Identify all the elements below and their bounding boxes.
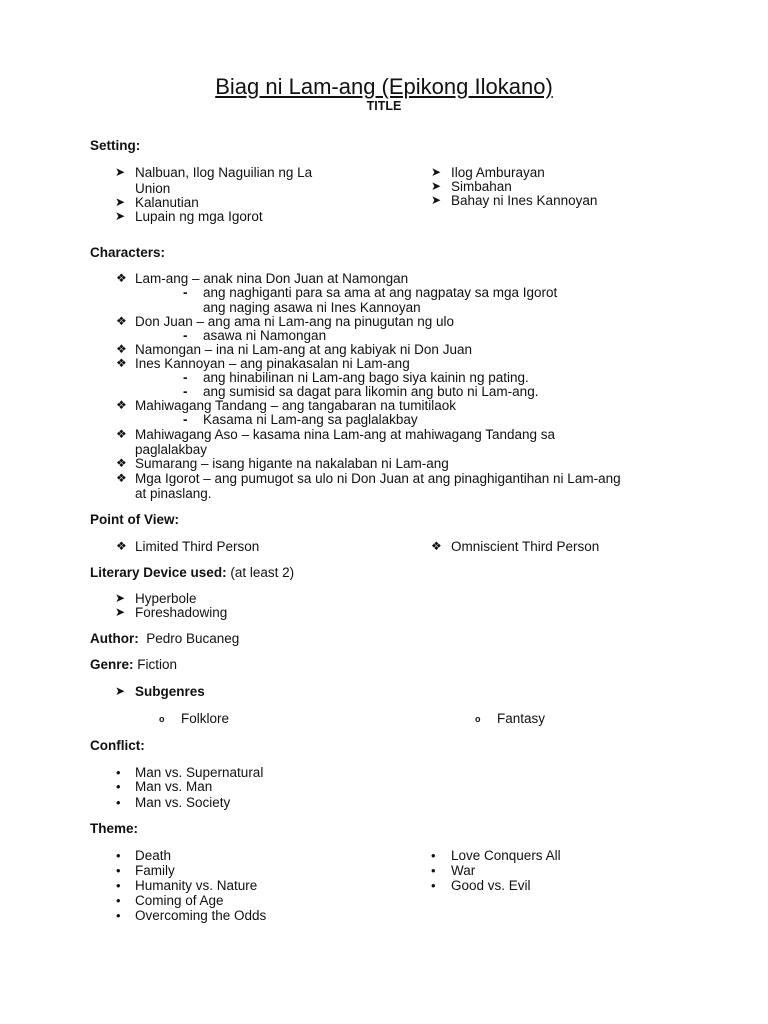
conflict-item: Man vs. Man xyxy=(135,779,213,794)
diamond-bullet-icon: ❖ xyxy=(116,356,127,370)
bullet-icon: • xyxy=(116,765,121,780)
character-line: Sumarang – isang higante na nakalaban ni Lam-ang xyxy=(135,456,449,471)
literary-item: Foreshadowing xyxy=(135,605,228,620)
diamond-bullet-icon: ❖ xyxy=(116,271,127,285)
theme-item: Good vs. Evil xyxy=(451,878,531,893)
circle-bullet-icon: o xyxy=(159,714,165,724)
arrow-bullet-icon: ➤ xyxy=(431,179,442,193)
setting-item: Nalbuan, Ilog Naguilian ng La xyxy=(135,165,313,180)
literary-heading: Literary Device used: xyxy=(90,565,227,580)
arrow-bullet-icon: ➤ xyxy=(115,209,126,223)
author-heading: Author: xyxy=(90,631,139,646)
genre-heading: Genre: xyxy=(90,657,134,672)
literary-item: Hyperbole xyxy=(135,591,197,606)
character-line: Mahiwagang Tandang – ang tangabaran na tumitilaok xyxy=(135,398,456,413)
character-line-cont: at pinaslang. xyxy=(135,486,212,501)
character-detail: Kasama ni Lam-ang sa paglalakbay xyxy=(203,412,418,427)
setting-item: Lupain ng mga Igorot xyxy=(135,209,263,224)
setting-item: Simbahan xyxy=(451,179,512,194)
diamond-bullet-icon: ❖ xyxy=(431,539,442,553)
page-subtitle: TITLE xyxy=(366,99,402,113)
bullet-icon: • xyxy=(431,863,436,878)
conflict-item: Man vs. Supernatural xyxy=(135,765,264,780)
character-detail: ang sumisid sa dagat para likomin ang buto ni Lam-ang. xyxy=(203,384,539,399)
bullet-icon: • xyxy=(431,848,436,863)
bullet-icon: • xyxy=(116,908,121,923)
diamond-bullet-icon: ❖ xyxy=(116,539,127,553)
author-line xyxy=(90,631,239,646)
character-detail: ang naghiganti para sa ama at ang nagpatay sa mga Igorot xyxy=(203,285,558,300)
page-title: Biag ni Lam-ang (Epikong Ilokano) xyxy=(215,74,553,99)
arrow-bullet-icon: ➤ xyxy=(431,193,442,207)
theme-item: Family xyxy=(135,863,175,878)
subgenre-item: Fantasy xyxy=(497,711,546,726)
character-detail: asawa ni Namongan xyxy=(203,328,327,343)
pov-item: Omniscient Third Person xyxy=(451,539,600,554)
arrow-bullet-icon: ➤ xyxy=(115,591,126,605)
pov-item: Limited Third Person xyxy=(135,539,260,554)
dash-bullet: - xyxy=(183,285,188,300)
character-line: Mahiwagang Aso – kasama nina Lam-ang at mahiwagang Tandang sa xyxy=(135,427,556,442)
dash-bullet: - xyxy=(183,370,188,385)
literary-note: (at least 2) xyxy=(230,565,295,580)
character-line: Namongan – ina ni Lam-ang at ang kabiyak ni Don Juan xyxy=(135,342,472,357)
subgenres-heading: Subgenres xyxy=(135,684,205,699)
characters-heading: Characters: xyxy=(90,245,166,260)
theme-item: Overcoming the Odds xyxy=(135,908,267,923)
genre-line xyxy=(90,657,177,672)
theme-item: Death xyxy=(135,848,172,863)
bullet-icon: • xyxy=(116,795,121,810)
arrow-bullet-icon: ➤ xyxy=(115,605,126,619)
bullet-icon: • xyxy=(116,863,121,878)
dash-bullet: - xyxy=(183,384,188,399)
circle-bullet-icon: o xyxy=(475,714,481,724)
setting-item: Union xyxy=(135,181,171,196)
author-value: Pedro Bucaneg xyxy=(146,631,240,646)
bullet-icon: • xyxy=(116,878,121,893)
theme-heading: Theme: xyxy=(90,821,139,836)
character-line: Ines Kannoyan – ang pinakasalan ni Lam-ang xyxy=(135,356,410,371)
bullet-icon: • xyxy=(116,893,121,908)
setting-item: Ilog Amburayan xyxy=(451,165,545,180)
theme-item: Humanity vs. Nature xyxy=(135,878,258,893)
setting-item: Bahay ni Ines Kannoyan xyxy=(451,193,598,208)
literary-heading-line xyxy=(90,565,294,580)
character-line: Lam-ang – anak nina Don Juan at Namongan xyxy=(135,271,409,286)
diamond-bullet-icon: ❖ xyxy=(116,314,127,328)
arrow-bullet-icon: ➤ xyxy=(115,195,126,209)
theme-item: Coming of Age xyxy=(135,893,224,908)
theme-item: War xyxy=(451,863,476,878)
arrow-bullet-icon: ➤ xyxy=(431,165,442,179)
setting-heading: Setting: xyxy=(90,138,141,153)
diamond-bullet-icon: ❖ xyxy=(116,456,127,470)
bullet-icon: • xyxy=(116,779,121,794)
diamond-bullet-icon: ❖ xyxy=(116,342,127,356)
dash-bullet: - xyxy=(183,412,188,427)
conflict-item: Man vs. Society xyxy=(135,795,231,810)
arrow-bullet-icon: ➤ xyxy=(115,684,126,698)
character-line: Don Juan – ang ama ni Lam-ang na pinugutan ng ulo xyxy=(135,314,454,329)
pov-heading: Point of View: xyxy=(90,512,180,527)
bullet-icon: • xyxy=(116,848,121,863)
dash-bullet: - xyxy=(183,328,188,343)
diamond-bullet-icon: ❖ xyxy=(116,427,127,441)
character-line: Mga Igorot – ang pumugot sa ulo ni Don Juan at ang pinaghigantihan ni Lam-ang xyxy=(135,471,621,486)
bullet-icon: • xyxy=(431,878,436,893)
subgenre-item: Folklore xyxy=(181,711,230,726)
genre-value: Fiction xyxy=(137,657,178,672)
diamond-bullet-icon: ❖ xyxy=(116,471,127,485)
conflict-heading: Conflict: xyxy=(90,738,145,753)
character-detail: ang naging asawa ni Ines Kannoyan xyxy=(203,300,421,315)
theme-item: Love Conquers All xyxy=(451,848,561,863)
character-detail: ang hinabilinan ni Lam-ang bago siya kainin ng pating. xyxy=(203,370,529,385)
character-line-cont: paglalakbay xyxy=(135,442,208,457)
diamond-bullet-icon: ❖ xyxy=(116,398,127,412)
arrow-bullet-icon: ➤ xyxy=(115,165,126,179)
setting-item: Kalanutian xyxy=(135,195,199,210)
